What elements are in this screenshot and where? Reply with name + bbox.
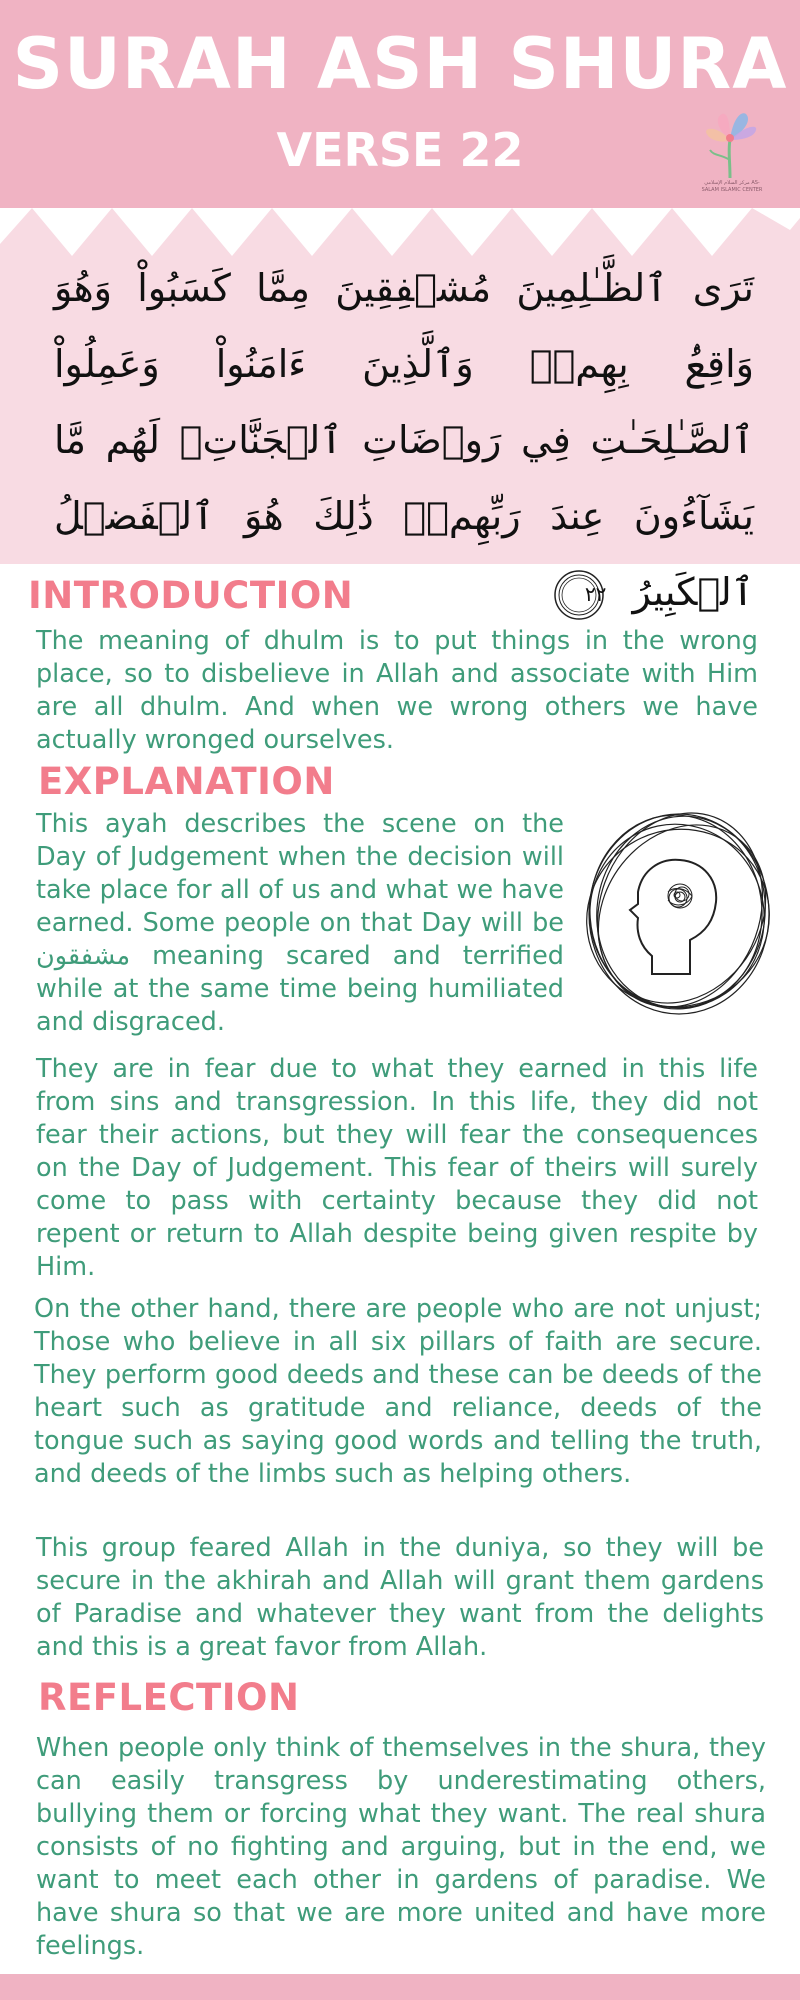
explanation-paragraph-4: This group feared Allah in the duniya, so they will be secure in the akhirah and Allah will grant them gardens of Paradise and whatever they want from the delights and this is a great favor from Allah. xyxy=(36,1533,764,1662)
page-title: SURAH ASH SHURA xyxy=(12,23,788,105)
explanation-paragraph-3: On the other hand, there are people who are not unjust; Those who believe in all six pillars of faith are secure. They perform good deeds and these can be deeds of the heart such as gratitude and reliance, deeds of the tongue such as saying good words and telling the truth, and deeds of the limbs such as helping others. xyxy=(34,1294,762,1489)
flower-logo-icon xyxy=(700,110,764,202)
ayah-end-marker-icon xyxy=(552,568,606,622)
explanation-paragraph-2: They are in fear due to what they earned in this life from sins and transgression. In this life, they did not fear their actions, but they will fear the consequences on the Day of Judgement. This fear of theirs will surely come to pass with certainty because they did not repent or return to Allah despite being given respite by Him. xyxy=(36,1054,758,1282)
header-banner xyxy=(0,0,800,208)
logo-text: مركز السلام الإسلامي AS-SALAM ISLAMIC CENTER xyxy=(701,180,763,193)
reflection-heading: REFLECTION xyxy=(38,1676,300,1719)
ayah-number: ٢٢ xyxy=(584,581,607,606)
introduction-text: The meaning of dhulm is to put things in the wrong place, so to disbelieve in Allah and associate with Him are all dhulm. And when we wrong others we have actually wronged ourselves. xyxy=(36,626,758,755)
footer-bar xyxy=(0,1974,800,2000)
explanation-paragraph-1: This ayah describes the scene on the Day of Judgement when the decision will take place for all of us and what we have earned. Some people on that Day will be مشفقون meaning scared and terrified while at the same time being humiliated and disgraced. xyxy=(36,809,564,1037)
verse-arabic-text: تَرَى ٱلظَّـٰلِمِينَ مُشۡفِقِينَ مِمَّا كَسَبُواْ وَهُوَ وَاقِعُۢ بِهِمۡۗ وَٱلَّذِينَ ءَامَنُواْ وَعَمِلُواْ ٱلصَّـٰلِحَـٰتِ فِي رَوۡضَاتِ ٱلۡجَنَّاتِۖ لَهُم مَّا يَشَآءُونَ عِندَ رَبِّهِمۡۚ ذَٰلِكَ هُوَ ٱلۡفَضۡلُ ٱلۡكَبِيرُ xyxy=(54,266,754,614)
page-subtitle: VERSE 22 xyxy=(276,123,524,177)
reflection-text: When people only think of themselves in the shura, they can easily transgress by underestimating others, bullying them or forcing what they want. The real shura consists of no fighting and arguing, but in the end, we want to meet each other in gardens of paradise. We have shura so that we are more united and have more feelings. xyxy=(36,1733,766,1961)
zigzag-border xyxy=(0,208,800,256)
anxious-head-scribble-icon xyxy=(582,806,776,1024)
quran-verse xyxy=(54,250,754,630)
introduction-heading: INTRODUCTION xyxy=(28,574,354,617)
explanation-heading: EXPLANATION xyxy=(38,760,335,803)
